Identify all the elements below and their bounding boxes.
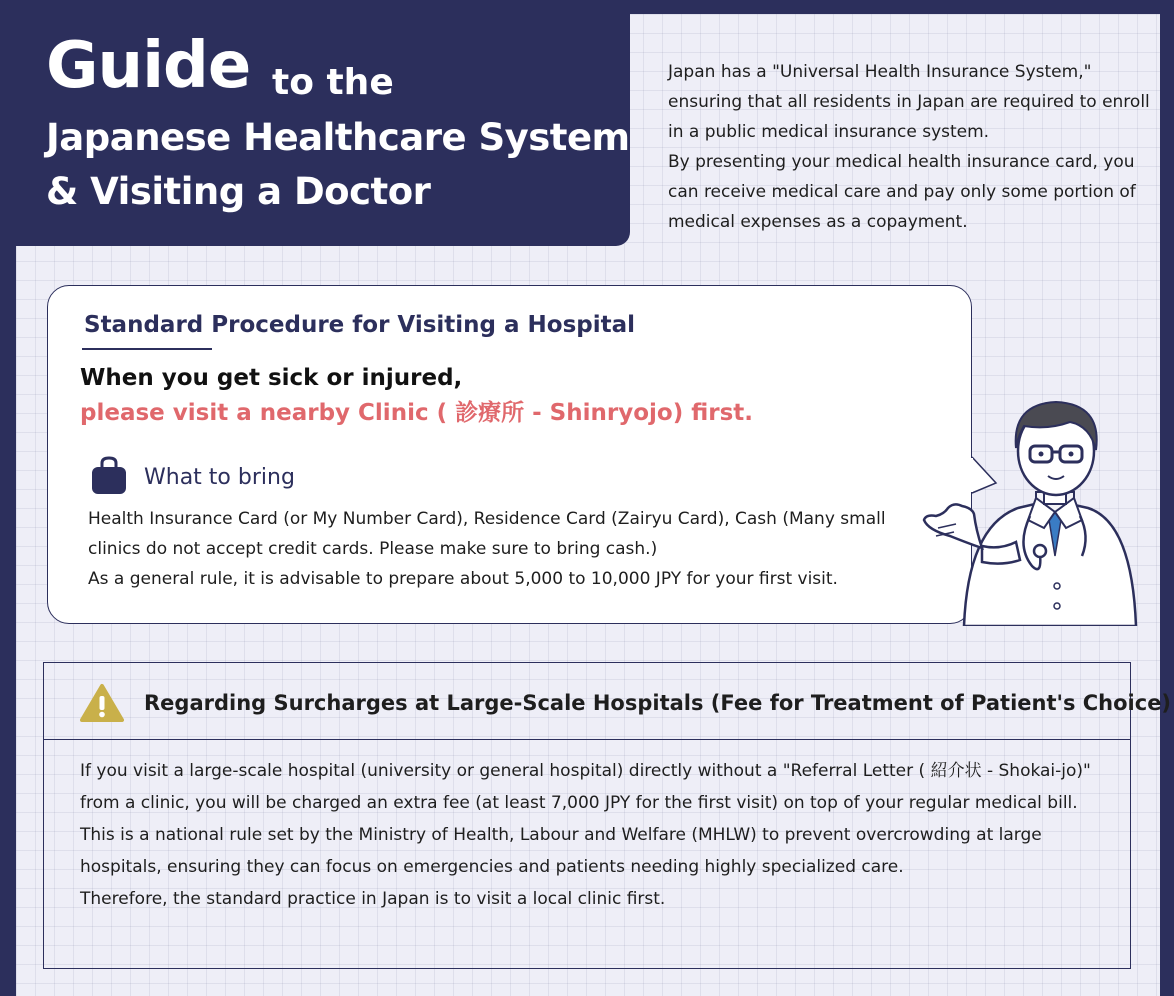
surcharge-paragraph-3: Therefore, the standard practice in Japan is to visit a local clinic first. — [80, 889, 666, 909]
surcharge-header — [44, 663, 1172, 740]
what-to-bring-label: What to bring — [144, 465, 295, 490]
intro-paragraph-2: By presenting your medical health insurance card, you can receive medical care and pay only some portion of medical expenses as a copayment. — [668, 152, 1136, 232]
doctor-illustration — [920, 396, 1140, 626]
intro-text — [668, 57, 1168, 237]
procedure-card — [47, 285, 972, 624]
surcharge-title: Regarding Surcharges at Large-Scale Hospitals (Fee for Treatment of Patient's Choice) — [144, 691, 1172, 715]
title-underline — [82, 348, 212, 350]
surcharge-box — [43, 662, 1172, 969]
bring-paragraph-1: Health Insurance Card (or My Number Card), Residence Card (Zairyu Card), Cash (Many small clinics do not accept credit cards. Please make sure to bring cash.) — [88, 509, 886, 559]
bag-icon — [90, 456, 128, 496]
intro-paragraph-1: Japan has a "Universal Health Insurance System," ensuring that all residents in Japan are required to enroll in a public medical insurance system. — [668, 62, 1150, 142]
title-to-the: to the — [272, 62, 394, 103]
surcharge-paragraph-1: If you visit a large-scale hospital (university or general hospital) directly without a "Referral Letter ( 紹介状 - Shokai-jo)" from a clinic, you will be charged an extra fee (at least 7,000 JPY for the first visit) on top of your regular medical bill. — [80, 761, 1091, 813]
procedure-title: Standard Procedure for Visiting a Hospital — [84, 312, 636, 338]
what-to-bring-text — [88, 504, 918, 594]
title-line-healthcare: Japanese Healthcare System — [46, 116, 630, 159]
title-panel — [16, 14, 630, 246]
title-line-visiting: & Visiting a Doctor — [46, 170, 431, 213]
procedure-emphasis: please visit a nearby Clinic ( 診療所 - Shinryojo) first. — [80, 400, 754, 426]
surcharge-body — [80, 755, 1100, 915]
warning-icon — [80, 683, 124, 723]
surcharge-paragraph-2: This is a national rule set by the Ministry of Health, Labour and Welfare (MHLW) to prevent overcrowding at large hospitals, ensuring they can focus on emergencies and patients needing highly specialized care. — [80, 825, 1042, 877]
bring-paragraph-2: As a general rule, it is advisable to prepare about 5,000 to 10,000 JPY for your first visit. — [88, 569, 838, 589]
title-guide: Guide — [46, 29, 251, 103]
procedure-lead: When you get sick or injured, — [80, 365, 463, 391]
